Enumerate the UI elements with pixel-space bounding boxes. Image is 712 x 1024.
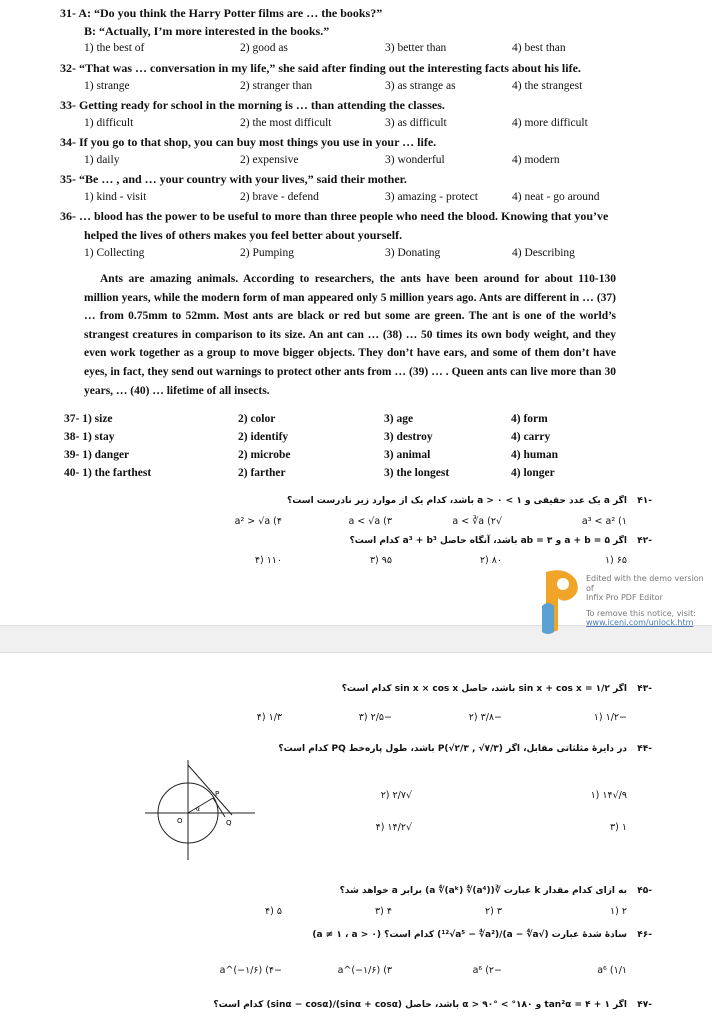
answer-option[interactable]: 2) stranger than: [240, 80, 313, 92]
answer-option[interactable]: ۸۰ (۲: [479, 555, 502, 566]
answer-option[interactable]: 3) as strange as: [385, 80, 456, 92]
answer-option[interactable]: 1) daily: [84, 154, 120, 166]
cloze-option[interactable]: 38- 1) stay: [64, 431, 115, 443]
answer-option[interactable]: 3) better than: [385, 42, 447, 54]
label-p: P: [215, 790, 220, 798]
question-stem: 31- A: “Do you think the Harry Potter films are … the books?”: [60, 6, 383, 20]
answer-option[interactable]: 2) good as: [240, 42, 288, 54]
question-stem-continued: helped the lives of others makes you feel better about yourself.: [84, 228, 403, 242]
question-stem: 35- “Be … , and … your country with your lives,” said their mother.: [60, 172, 407, 186]
question-number: -۴۵: [637, 886, 652, 896]
answer-option[interactable]: −۱/۲ (۱: [593, 712, 627, 723]
label-q: Q: [226, 819, 232, 827]
question-stem: 36- … blood has the power to be useful to more than three people who need the blood. Knowing that you’ve: [60, 209, 609, 223]
answer-option[interactable]: a^(−۱/۶) (۳: [337, 965, 392, 976]
answer-option[interactable]: ۲ (۱: [610, 906, 627, 917]
answer-option[interactable]: ۶۵ (۱: [604, 555, 627, 566]
answer-option[interactable]: −۲/۵ (۳: [358, 712, 392, 723]
cloze-option[interactable]: 4) form: [511, 413, 548, 425]
answer-option[interactable]: ۱/a⁶ (۱: [597, 965, 627, 976]
question-number: -۴۷: [637, 1000, 652, 1010]
answer-option[interactable]: −a^(−۱/۶) (۴: [219, 965, 282, 976]
answer-option[interactable]: 1) Collecting: [84, 247, 145, 259]
cloze-option[interactable]: 4) carry: [511, 431, 551, 443]
answer-option[interactable]: 1) strange: [84, 80, 130, 92]
watermark-line2: Infix Pro PDF Editor: [586, 593, 663, 602]
answer-option[interactable]: 2) Pumping: [240, 247, 294, 259]
answer-option[interactable]: a³ < a² (۱: [581, 516, 627, 527]
answer-option[interactable]: ۹۵ (۳: [369, 555, 392, 566]
question-stem: اگر ۱ + tan²α = ۴ و ۱۸۰° > α > ۹۰° باشد، حاصل (sinα + cosα)/(sinα − cosα) کدام است؟: [213, 1000, 627, 1010]
question-stem: اگر sin x + cos x = ۱/۲ باشد، حاصل sin x × cos x کدام است؟: [341, 684, 627, 694]
cloze-option[interactable]: 4) longer: [511, 467, 555, 479]
label-o: O: [177, 817, 183, 825]
answer-option[interactable]: 1) difficult: [84, 117, 134, 129]
cloze-option[interactable]: 2) farther: [238, 467, 286, 479]
answer-option[interactable]: 3) as difficult: [385, 117, 447, 129]
cloze-option[interactable]: 2) color: [238, 413, 276, 425]
answer-option[interactable]: 4) best than: [512, 42, 566, 54]
cloze-option[interactable]: 3) destroy: [384, 431, 433, 443]
question-stem-continued: B: “Actually, I’m more interested in the books.”: [84, 24, 330, 38]
answer-option[interactable]: 4) the strangest: [512, 80, 583, 92]
answer-option[interactable]: 4) neat - go around: [512, 191, 600, 203]
watermark-line1: Edited with the demo version of: [586, 574, 704, 593]
answer-option[interactable]: ۱۱۰ (۴: [254, 555, 282, 566]
question-stem: در دایرهٔ مثلثاتی مقابل، اگر P(√۲/۳ , √۷/۳) باشد، طول پاره‌خط PQ کدام است؟: [278, 744, 627, 754]
answer-option[interactable]: ۱/۳ (۴: [256, 712, 282, 723]
reading-passage: Ants are amazing animals. According to researchers, the ants have been around for about 110-130 million years, while the modern form of man appeared only 5 million years ago. Ants are different in … (37) … from 0.75mm to 52mm. Most ants are black or red but some are green. The ant is one of the world’s strangest creatures in comparison to its size. An ant can … (38) … 50 times its own body weight, and they even work together as a group to move bigger objects. They don’t have ears, and some of them don’t have eyes, in fact, they send out warnings to protect other ants from … (39) … . Queen ants can live more than 30 years, … (40) … lifetime of all insects.: [84, 273, 616, 397]
answer-option[interactable]: 3) Donating: [385, 247, 441, 259]
trig-circle-figure: [140, 755, 260, 865]
answer-option[interactable]: 3) amazing - protect: [385, 191, 478, 203]
question-stem: اگر a یک عدد حقیقی و ۱ > a > ۰ باشد، کدام یک از موارد زیر نادرست است؟: [286, 496, 627, 506]
answer-option[interactable]: √۲/۷ (۲: [380, 790, 412, 801]
question-number: -۴۶: [637, 930, 652, 940]
question-stem: 32- “That was … conversation in my life,” she said after finding out the interesting facts about his life.: [60, 61, 581, 75]
cloze-option[interactable]: 2) identify: [238, 431, 289, 443]
question-stem: 34- If you go to that shop, you can buy most things you use in your … life.: [60, 135, 437, 149]
answer-option[interactable]: a² > √a (۴: [234, 516, 282, 527]
cloze-option[interactable]: 2) microbe: [238, 449, 291, 461]
pdf-editor-watermark: [538, 566, 712, 636]
unlock-link[interactable]: www.iceni.com/unlock.htm: [586, 618, 694, 627]
answer-option[interactable]: 3) wonderful: [385, 154, 445, 166]
cloze-option[interactable]: 40- 1) the farthest: [64, 467, 152, 479]
question-stem: 33- Getting ready for school in the morning is … than attending the classes.: [60, 98, 445, 112]
cloze-option[interactable]: 39- 1) danger: [64, 449, 130, 461]
answer-option[interactable]: 2) the most difficult: [240, 117, 332, 129]
label-alpha: α: [196, 806, 200, 813]
question-stem: به ازای کدام مقدار k عبارت ∛(a ∜(aᵏ) ∜(a⁴)) برابر a خواهد شد؟: [339, 886, 627, 896]
watermark-line3: To remove this notice, visit:: [586, 608, 696, 618]
infix-logo-icon: [538, 566, 582, 636]
answer-option[interactable]: ۱ (۳: [610, 822, 627, 833]
answer-option[interactable]: √a < ∛a (۲: [452, 516, 502, 527]
answer-option[interactable]: 4) modern: [512, 154, 560, 166]
answer-option[interactable]: ۴ (۳: [375, 906, 392, 917]
question-stem: سادهٔ شدهٔ عبارت (√a − ∜a)/(¹²√a⁵ − ∜a²) کدام است؟ (a ≠ ۱ ، a > ۰): [312, 930, 627, 940]
cloze-option[interactable]: 37- 1) size: [64, 413, 113, 425]
cloze-option[interactable]: 4) human: [511, 449, 558, 461]
answer-option[interactable]: 1) kind - visit: [84, 191, 147, 203]
answer-option[interactable]: 1) the best of: [84, 42, 145, 54]
question-stem: اگر a + b = ۵ و ab = ۳ باشد، آنگاه حاصل a³ + b³ کدام است؟: [349, 536, 627, 546]
answer-option[interactable]: 4) more difficult: [512, 117, 588, 129]
cloze-option[interactable]: 3) age: [384, 413, 414, 425]
answer-option[interactable]: ۵ (۴: [265, 906, 282, 917]
question-number: -۴۱: [637, 496, 652, 506]
cloze-option[interactable]: 3) animal: [384, 449, 431, 461]
answer-option[interactable]: ۹/√۱۴ (۱: [590, 790, 627, 801]
question-number: -۴۲: [637, 536, 652, 546]
answer-option[interactable]: −۳/۸ (۲: [468, 712, 502, 723]
answer-option[interactable]: 2) expensive: [240, 154, 299, 166]
answer-option[interactable]: −a⁶ (۲: [472, 965, 502, 976]
answer-option[interactable]: 2) brave - defend: [240, 191, 319, 203]
answer-option[interactable]: √۱۴/۲ (۴: [375, 822, 412, 833]
answer-option[interactable]: a < √a (۳: [348, 516, 392, 527]
question-number: -۴۴: [637, 744, 652, 754]
answer-option[interactable]: 4) Describing: [512, 247, 575, 259]
answer-option[interactable]: ۳ (۲: [485, 906, 502, 917]
question-number: -۴۳: [637, 684, 652, 694]
cloze-option[interactable]: 3) the longest: [384, 467, 450, 479]
